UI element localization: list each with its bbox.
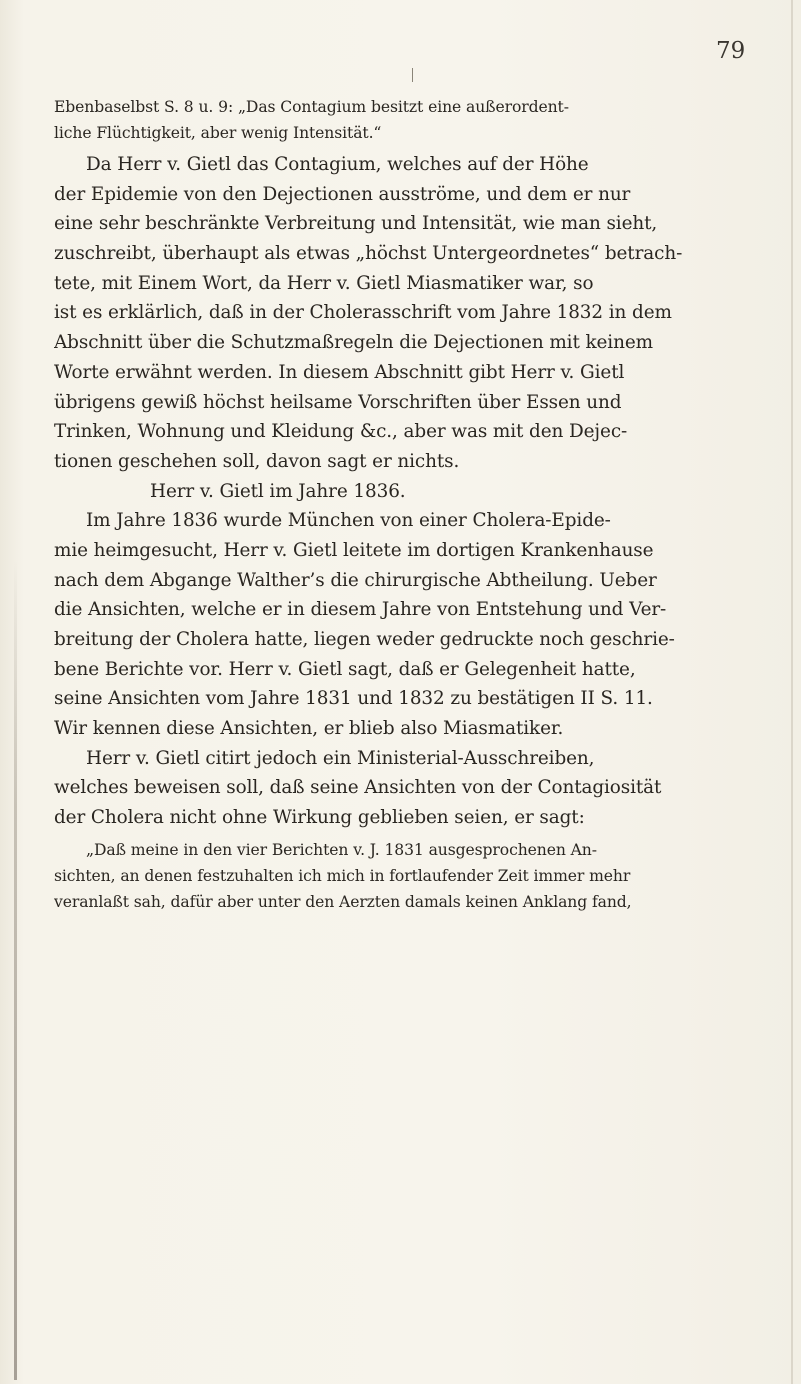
text-line: welches beweisen soll, daß seine Ansichten von der Contagiosität <box>54 777 662 799</box>
page-spine-shadow <box>14 560 17 1380</box>
quote-line: sichten, an denen festzuhalten ich mich in fortlaufender Zeit immer mehr <box>54 866 631 885</box>
text-line: der Epidemie von den Dejectionen ausströme, und dem er nur <box>54 183 631 205</box>
text-line: mie heimgesucht, Herr v. Gietl leitete im dortigen Krankenhause <box>54 539 654 561</box>
text-line: Wir kennen diese Ansichten, er blieb also Miasmatiker. <box>54 718 564 740</box>
text-line: tionen geschehen soll, davon sagt er nichts. <box>54 450 460 472</box>
quote-line: „Daß meine in den vier Berichten v. J. 1831 ausgesprochenen An- <box>86 840 597 859</box>
text-line: eine sehr beschränkte Verbreitung und Intensität, wie man sieht, <box>54 213 658 235</box>
text-line: ist es erklärlich, daß in der Cholerasschrift vom Jahre 1832 in dem <box>54 302 672 324</box>
text-line: breitung der Cholera hatte, liegen weder gedruckte noch geschrie- <box>54 629 675 650</box>
text-line: zuschreibt, überhaupt als etwas „höchst Untergeordnetes“ betrach- <box>54 243 683 265</box>
text-line: Herr v. Gietl citirt jedoch ein Ministerial-Ausschreiben, <box>86 747 595 769</box>
body-text <box>54 94 762 915</box>
page-number: 79 <box>716 38 746 64</box>
page-edge <box>791 0 793 1384</box>
text-line: Worte erwähnt werden. In diesem Abschnitt gibt Herr v. Gietl <box>54 361 625 383</box>
text-line: der Cholera nicht ohne Wirkung geblieben seien, er sagt: <box>54 807 585 829</box>
text-line: nach dem Abgange Walther’s die chirurgische Abtheilung. Ueber <box>54 569 657 591</box>
text-line: seine Ansichten vom Jahre 1831 und 1832 zu bestätigen II S. 11. <box>54 688 653 710</box>
text-line: liche Flüchtigkeit, aber wenig Intensität.“ <box>54 124 382 142</box>
text-line: die Ansichten, welche er in diesem Jahre von Entstehung und Ver- <box>54 599 667 621</box>
text-line: Abschnitt über die Schutzmaßregeln die Dejectionen mit keinem <box>54 332 653 354</box>
text-line: übrigens gewiß höchst heilsame Vorschriften über Essen und <box>54 391 622 413</box>
text-line: Ebenbaselbst S. 8 u. 9: „Das Contagium besitzt eine außerordent- <box>54 98 569 116</box>
text-line: bene Berichte vor. Herr v. Gietl sagt, daß er Gelegenheit hatte, <box>54 658 636 680</box>
text-line: Da Herr v. Gietl das Contagium, welches auf der Höhe <box>86 154 589 175</box>
printer-mark <box>412 68 413 82</box>
text-line: tete, mit Einem Wort, da Herr v. Gietl Miasmatiker war, so <box>54 272 594 294</box>
text-line: Im Jahre 1836 wurde München von einer Cholera-Epide- <box>86 510 611 532</box>
quote-line: veranlaßt sah, dafür aber unter den Aerzten damals keinen Anklang fand, <box>54 892 632 911</box>
section-heading: Herr v. Gietl im Jahre 1836. <box>150 480 406 502</box>
text-line: Trinken, Wohnung und Kleidung &c., aber was mit den Dejec- <box>54 421 628 443</box>
